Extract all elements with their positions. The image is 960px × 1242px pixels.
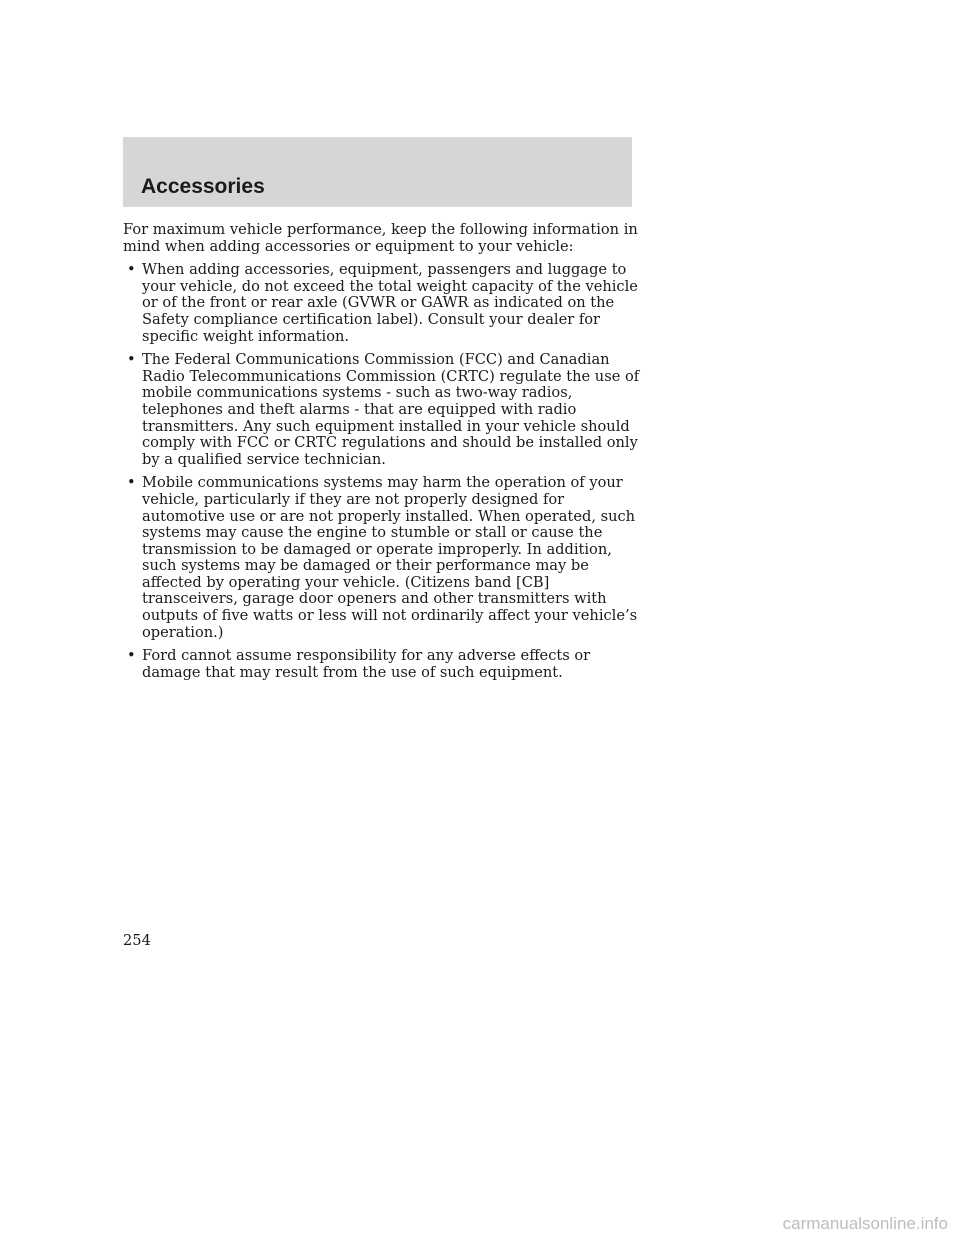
bullet-icon: •: [127, 647, 136, 665]
page-number: 254: [123, 932, 151, 949]
bullet-icon: •: [127, 474, 136, 492]
bullet-list: [123, 262, 643, 681]
watermark: carmanualsonline.info: [782, 1214, 948, 1233]
list-item-text: When adding accessories, equipment, passengers and luggage to your vehicle, do not exceed the total weight capacity of the vehicle or of the front or rear axle (GVWR or GAWR as indicated on the Safety compliance certification label). Consult your dealer for specific weight information.: [142, 261, 638, 345]
list-item: [123, 648, 643, 681]
list-item: [123, 352, 643, 468]
list-item-text: The Federal Communications Commission (FCC) and Canadian Radio Telecommunications Commission (CRTC) regulate the use of mobile communications systems - such as two-way radios, telephones and theft alarms - that are equipped with radio transmitters. Any such equipment installed in your vehicle should comply with FCC or CRTC regulations and should be installed only by a qualified service technician.: [142, 351, 640, 468]
page-content: [123, 222, 643, 688]
list-item-text: Ford cannot assume responsibility for any adverse effects or damage that may result from the use of such equipment.: [142, 647, 591, 681]
section-title: Accessories: [141, 175, 265, 198]
section-header-band: [123, 137, 632, 207]
list-item: [123, 262, 643, 345]
bullet-icon: •: [127, 351, 136, 369]
bullet-icon: •: [127, 261, 136, 279]
list-item: [123, 475, 643, 641]
intro-paragraph: For maximum vehicle performance, keep the following information in mind when adding accessories or equipment to your vehicle:: [123, 221, 638, 255]
list-item-text: Mobile communications systems may harm the operation of your vehicle, particularly if they are not properly designed for automotive use or are not properly installed. When operated, such systems may cause the engine to stumble or stall or cause the transmission to be damaged or operate improperly. In addition, such systems may be damaged or their performance may be affected by operating your vehicle. (Citizens band [CB] transceivers, garage door openers and other transmitters with outputs of five watts or less will not ordinarily affect your vehicle’s operation.): [142, 474, 638, 641]
